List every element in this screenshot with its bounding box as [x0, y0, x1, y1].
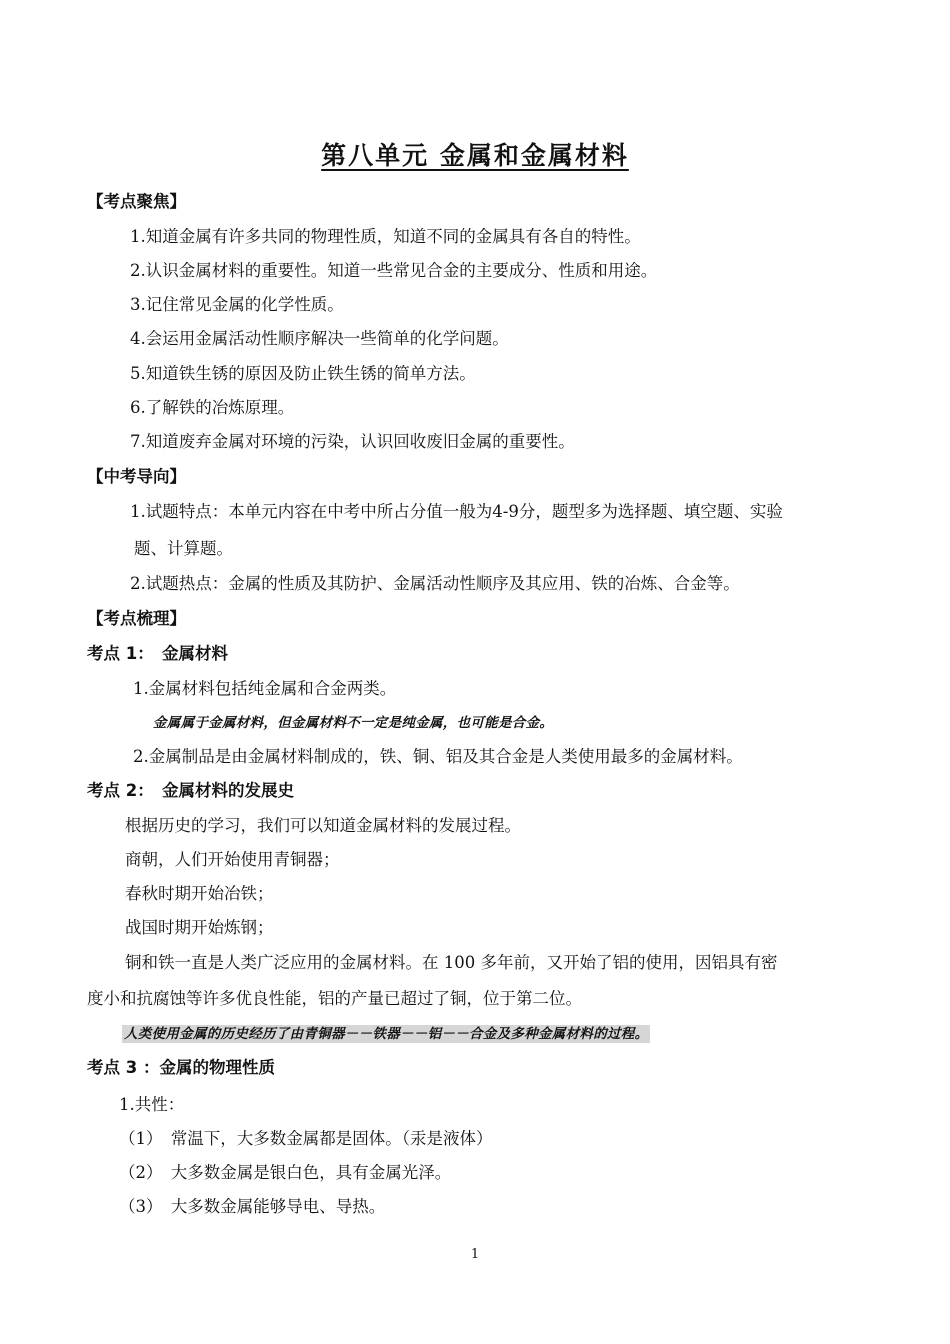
kd2-line-continued: 度小和抗腐蚀等许多优良性能，铝的产量已超过了铜，位于第二位。 — [87, 989, 582, 1008]
focus-item: 3.记住常见金属的化学性质。 — [130, 295, 344, 314]
kd2-line: 商朝，人们开始使用青铜器； — [125, 850, 340, 869]
kd3-item: （1） 常温下，大多数金属都是固体。（汞是液体） — [119, 1129, 493, 1148]
page-title: 第八单元 金属和金属材料 — [321, 141, 629, 170]
page-number: 1 — [470, 1247, 480, 1262]
kd2-heading: 考点 2： 金属材料的发展史 — [87, 781, 294, 800]
focus-item: 6.了解铁的冶炼原理。 — [130, 398, 295, 417]
kd2-line: 春秋时期开始冶铁； — [125, 884, 274, 903]
kd1-note: 金属属于金属材料，但金属材料不一定是纯金属，也可能是合金。 — [153, 715, 554, 731]
kd3-item: （3） 大多数金属能够导电、导热。 — [119, 1197, 386, 1216]
review-heading: 【考点梳理】 — [87, 609, 186, 628]
kd1-item: 1.金属材料包括纯金属和合金两类。 — [133, 679, 397, 698]
kd2-line: 战国时期开始炼钢； — [125, 918, 274, 937]
focus-item: 1.知道金属有许多共同的物理性质，知道不同的金属具有各自的特性。 — [130, 227, 641, 246]
kd3-heading: 考点 3 ：金属的物理性质 — [87, 1058, 275, 1077]
kd1-heading: 考点 1： 金属材料 — [87, 644, 228, 663]
kd2-line: 铜和铁一直是人类广泛应用的金属材料。在 100 多年前，又开始了铝的使用，因铝具有密 — [125, 953, 778, 972]
focus-item: 2.认识金属材料的重要性。知道一些常见合金的主要成分、性质和用途。 — [130, 261, 658, 280]
kd3-subheading: 1.共性： — [119, 1095, 185, 1114]
kd2-note: 人类使用金属的历史经历了由青铜器－－铁器－－铝－－合金及多种金属材料的过程。 — [124, 1026, 649, 1042]
kd1-item: 2.金属制品是由金属材料制成的，铁、铜、铝及其合金是人类使用最多的金属材料。 — [133, 747, 743, 766]
focus-item: 4.会运用金属活动性顺序解决一些简单的化学问题。 — [130, 329, 509, 348]
guide-heading: 【中考导向】 — [87, 467, 186, 486]
focus-item: 7.知道废弃金属对环境的污染，认识回收废旧金属的重要性。 — [130, 432, 575, 451]
guide-item: 1.试题特点：本单元内容在中考中所占分值一般为4-9分，题型多为选择题、填空题、实验 — [130, 502, 783, 521]
kd3-item: （2） 大多数金属是银白色，具有金属光泽。 — [119, 1163, 452, 1182]
focus-item: 5.知道铁生锈的原因及防止铁生锈的简单方法。 — [130, 364, 476, 383]
guide-item: 2.试题热点：金属的性质及其防护、金属活动性顺序及其应用、铁的冶炼、合金等。 — [130, 574, 740, 593]
kd2-line: 根据历史的学习，我们可以知道金属材料的发展过程。 — [125, 816, 521, 835]
guide-item-continued: 题、计算题。 — [134, 539, 233, 558]
focus-heading: 【考点聚焦】 — [87, 192, 186, 211]
